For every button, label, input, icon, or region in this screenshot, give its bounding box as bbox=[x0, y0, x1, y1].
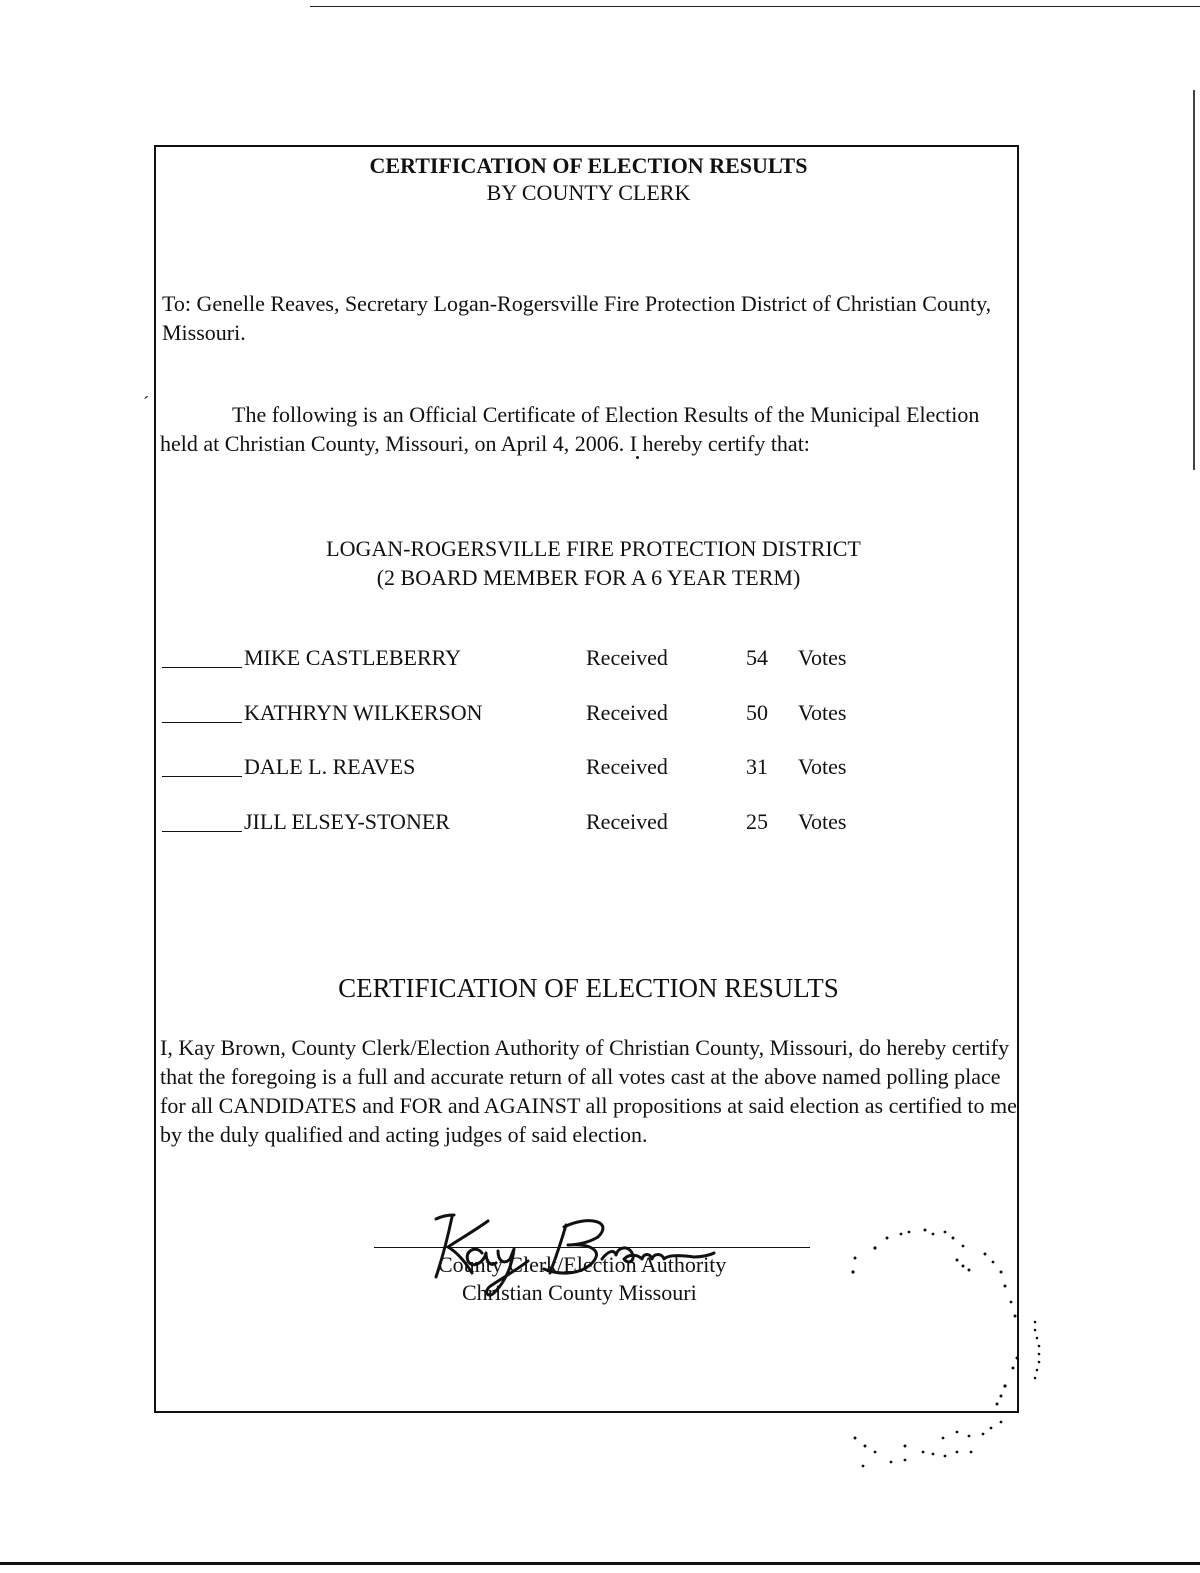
intro-paragraph bbox=[160, 400, 1010, 458]
votes-label: Votes bbox=[798, 754, 847, 779]
checkbox-blank bbox=[162, 831, 242, 832]
result-row bbox=[162, 645, 1012, 675]
vote-count: 25 bbox=[746, 809, 768, 834]
embossed-seal bbox=[845, 1190, 1055, 1490]
votes-label: Votes bbox=[798, 700, 847, 725]
votes-label: Votes bbox=[798, 809, 847, 834]
scan-edge-top bbox=[310, 6, 1200, 7]
received-label: Received bbox=[586, 645, 668, 670]
contest-district: LOGAN-ROGERSVILLE FIRE PROTECTION DISTRICT bbox=[326, 536, 861, 561]
certificate-subtitle: BY COUNTY CLERK bbox=[486, 180, 691, 205]
scan-edge-bottom bbox=[0, 1562, 1200, 1565]
result-row bbox=[162, 700, 1012, 730]
candidate-name: JILL ELSEY-STONER bbox=[244, 809, 450, 834]
checkbox-blank bbox=[162, 722, 242, 723]
result-row bbox=[162, 754, 1012, 784]
scan-edge-right bbox=[1193, 90, 1195, 470]
certificate-title: CERTIFICATION OF ELECTION RESULTS bbox=[369, 153, 808, 178]
certification-heading: CERTIFICATION OF ELECTION RESULTS bbox=[338, 973, 839, 1003]
candidate-name: MIKE CASTLEBERRY bbox=[244, 645, 461, 670]
received-label: Received bbox=[586, 754, 668, 779]
vote-count: 31 bbox=[746, 754, 768, 779]
signer-county: Christian County Missouri bbox=[462, 1280, 697, 1305]
contest-term: (2 BOARD MEMBER FOR A 6 YEAR TERM) bbox=[376, 565, 801, 590]
result-row bbox=[162, 809, 1012, 839]
signer-title: County Clerk/Election Authority bbox=[438, 1252, 727, 1277]
intro-text: The following is an Official Certificate of Election Results of the Municipal Election held at Christian County, Missouri, on April 4, 2006. I hereby certify that: bbox=[160, 402, 980, 456]
candidate-name: KATHRYN WILKERSON bbox=[244, 700, 483, 725]
received-label: Received bbox=[586, 809, 668, 834]
votes-label: Votes bbox=[798, 645, 847, 670]
vote-count: 54 bbox=[746, 645, 768, 670]
received-label: Received bbox=[586, 700, 668, 725]
stray-mark: ˊ bbox=[143, 393, 149, 413]
certification-body: I, Kay Brown, County Clerk/Election Authority of Christian County, Missouri, do hereby certify that the foregoing is a full and accurate return of all votes cast at the above named polling place for all CANDIDATES and FOR and AGAINST all propositions at said election as certified to me by the duly qualified and acting judges of said election. bbox=[160, 1035, 1017, 1147]
checkbox-blank bbox=[162, 776, 242, 777]
vote-count: 50 bbox=[746, 700, 768, 725]
candidate-name: DALE L. REAVES bbox=[244, 754, 416, 779]
signature-line bbox=[374, 1247, 810, 1248]
addressee: To: Genelle Reaves, Secretary Logan-Rogersville Fire Protection District of Christian County, Missouri. bbox=[162, 291, 992, 345]
checkbox-blank bbox=[162, 667, 242, 668]
